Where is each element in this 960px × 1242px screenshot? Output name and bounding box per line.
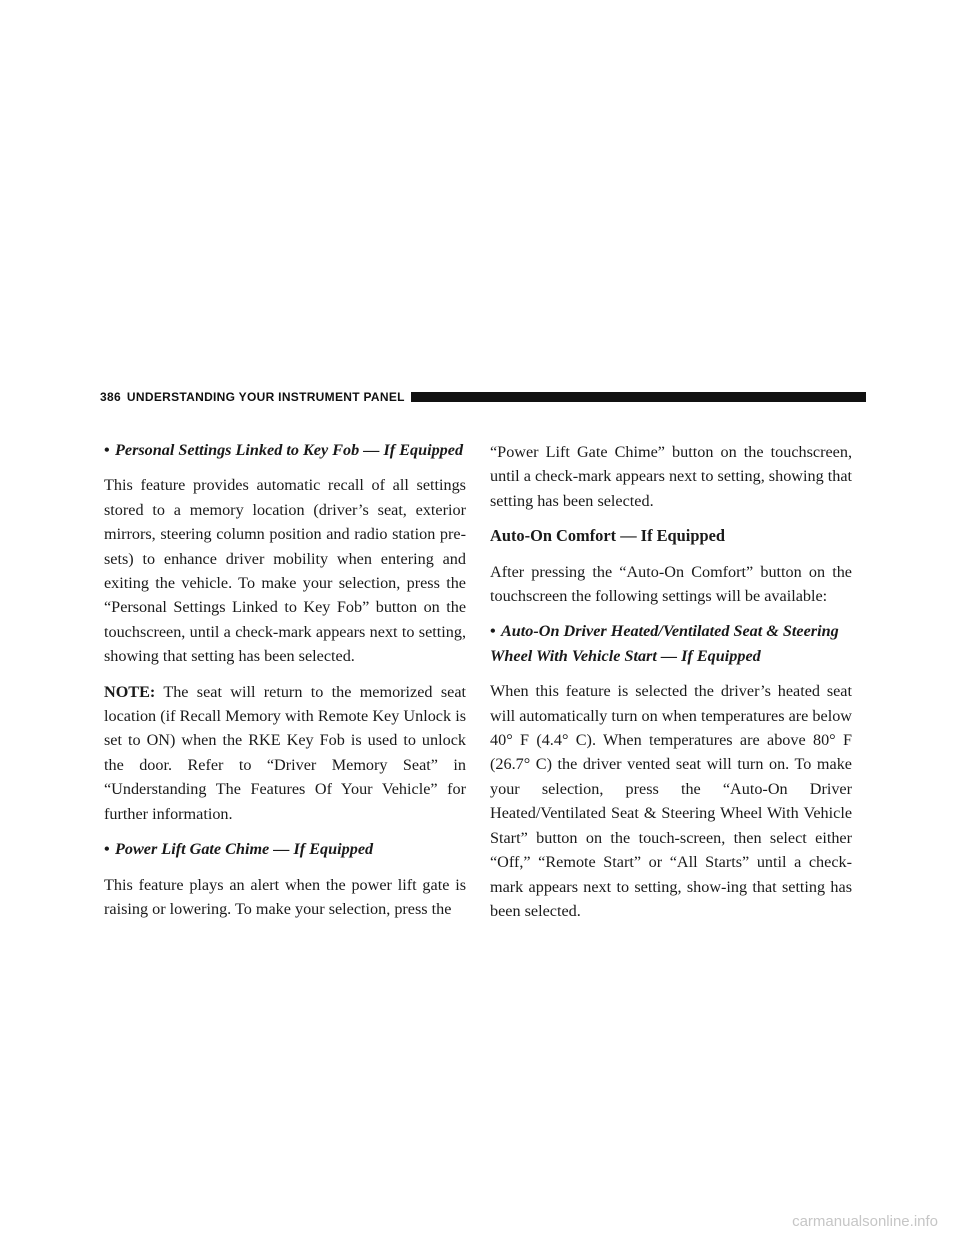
- bullet-heading-power-lift-gate: [104, 837, 466, 861]
- bullet-icon: •: [104, 840, 110, 859]
- paragraph-auto-on-driver: When this feature is selected the driver’s heated seat will automatically turn on when temperatures are below 40° F (4.4° C). When temperatures are above 80° F (26.7° C) the driver vented seat will turn on. To make your selection, press the “Auto-On Driver Heated/Ventilated Seat & Steering Wheel With Vehicle Start” button on the touch-screen, then select either “Off,” “Remote Start” or “All Starts” until a check-mark appears next to setting, show-ing that setting has been selected.: [490, 682, 852, 920]
- bullet-icon: •: [104, 441, 110, 459]
- bullet-heading-text: Auto-On Driver Heated/Ventilated Seat & Steering Wheel With Vehicle Start — If Equipped: [490, 622, 839, 665]
- header-rule: [411, 392, 866, 402]
- bullet-heading-personal-settings: [104, 438, 466, 462]
- note-text: The seat will return to the memorized seat location (if Recall Memory with Remote Key Unlock is set to ON) when the RKE Key Fob is used to unlock the door. Refer to “Driver Memory Seat” in “Understanding The Features Of Your Vehicle” for further information.: [104, 682, 466, 823]
- page-header: [100, 390, 866, 404]
- section-title: UNDERSTANDING YOUR INSTRUMENT PANEL: [126, 390, 405, 404]
- bullet-heading-text: Power Lift Gate Chime — If Equipped: [115, 840, 374, 859]
- note-label: NOTE:: [104, 682, 156, 701]
- bullet-heading-text: Personal Settings Linked to Key Fob — If Equipped: [115, 441, 464, 459]
- paragraph-power-lift-gate: This feature plays an alert when the power lift gate is raising or lowering. To make your selection, press the: [104, 875, 466, 918]
- bullet-heading-auto-on-driver: [490, 619, 852, 668]
- left-column: [104, 438, 466, 932]
- page-number: 386: [100, 390, 121, 404]
- right-column: [490, 440, 852, 934]
- bullet-icon: •: [490, 622, 496, 641]
- watermark: carmanualsonline.info: [792, 1213, 938, 1230]
- note-paragraph: [104, 680, 466, 826]
- subheading-auto-on-comfort: Auto-On Comfort — If Equipped: [490, 526, 725, 546]
- paragraph-continued: “Power Lift Gate Chime” button on the touchscreen, until a check-mark appears next to setting, showing that setting has been selected.: [490, 443, 852, 510]
- paragraph-auto-on-intro: After pressing the “Auto-On Comfort” button on the touchscreen the following settings will be available:: [490, 562, 852, 606]
- paragraph-personal-settings: This feature provides automatic recall of all settings stored to a memory location (driver’s seat, exterior mirrors, steering column position and radio station pre-sets) to enhance driver mobility when entering and exiting the vehicle. To make your selection, press the “Personal Settings Linked to Key Fob” button on the touchscreen, until a check-mark appears next to setting, showing that setting has been selected.: [104, 476, 466, 666]
